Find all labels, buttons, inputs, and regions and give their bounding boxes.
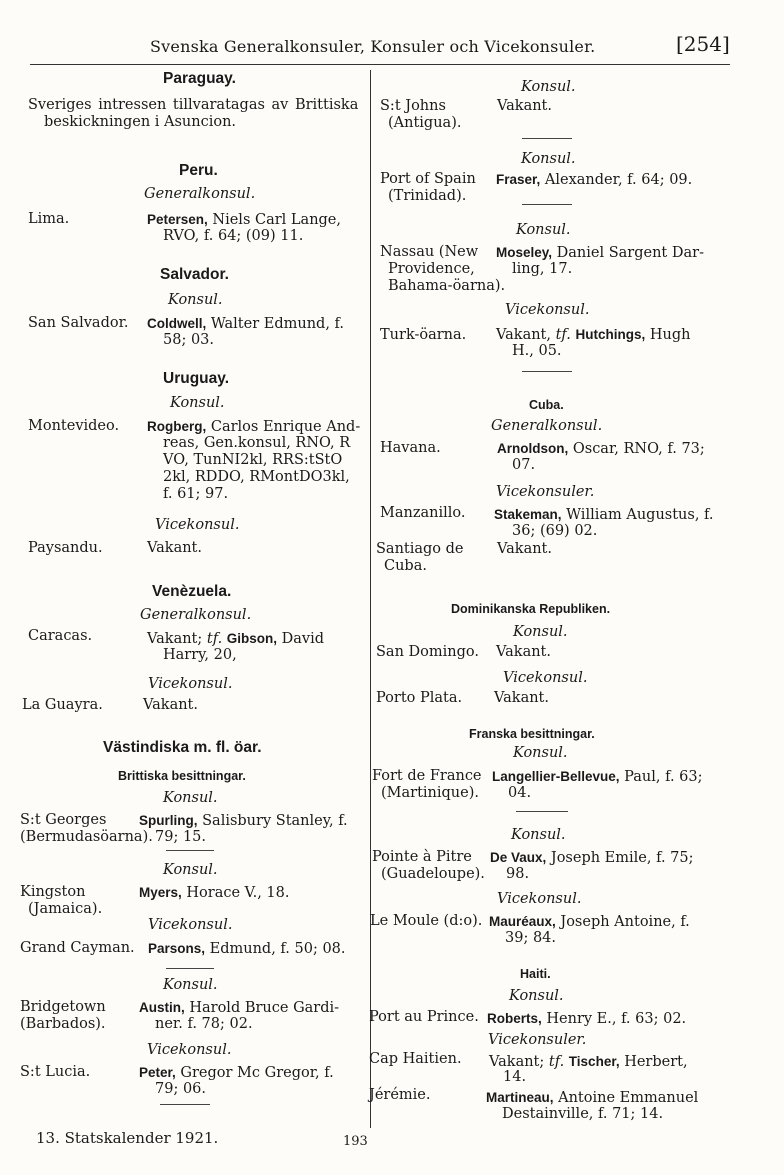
salvador-role: Konsul.: [168, 292, 223, 308]
franska-role2: Konsul.: [511, 827, 566, 843]
r1-role: Konsul.: [521, 79, 576, 95]
salvador-rest2: 58; 03.: [163, 332, 215, 348]
r2-role: Konsul.: [521, 151, 576, 167]
divider: [522, 138, 572, 139]
franska-placeb: (Martinique).: [381, 785, 479, 801]
cuba-name: Arnoldson,: [497, 441, 569, 456]
uruguay-role2: Vicekonsul.: [155, 517, 240, 533]
haiti-rest3a: Antoine Emmanuel: [558, 1090, 699, 1106]
venezuela-rest1: David: [281, 631, 325, 647]
uruguay-value2: Vakant.: [147, 540, 202, 556]
haiti-place3: Jérémie.: [369, 1087, 431, 1103]
haiti-rest3b: Destainville, f. 71; 14.: [502, 1106, 664, 1122]
cuba-place: Havana.: [380, 440, 441, 456]
column-divider: [370, 70, 371, 1128]
r4-place: Turk-öarna.: [380, 327, 467, 343]
vastindiska-place3: Grand Cayman.: [20, 940, 135, 956]
r4-rest1: Hugh: [649, 327, 691, 343]
franska-role: Konsul.: [513, 745, 568, 761]
r2-name: Fraser,: [496, 172, 541, 187]
franska-place2b: (Guadeloupe).: [381, 866, 485, 882]
vastindiska-place5: S:t Lucia.: [20, 1064, 91, 1080]
uruguay-rest4: 2kl, RDDO, RMontDO3kl,: [163, 469, 350, 485]
r4-entry: [496, 326, 690, 344]
salvador-name: Coldwell,: [147, 316, 207, 331]
vastindiska-role4: Konsul.: [163, 977, 218, 993]
vastindiska-rest1a: Salisbury Stanley, f.: [202, 813, 348, 829]
franska-rest1: Paul, f. 63;: [624, 769, 703, 785]
vastindiska-rest5b: 79; 06.: [155, 1081, 207, 1097]
vastindiska-rest4a: Harold Bruce Gardi-: [189, 1000, 340, 1016]
haiti-role: Konsul.: [509, 988, 564, 1004]
cuba-entry2: [494, 506, 714, 524]
divider: [522, 204, 572, 205]
franska-entry: [492, 768, 703, 786]
vastindiska-entry3: [148, 940, 346, 958]
dominikanska-place2: Porto Plata.: [376, 690, 463, 706]
venezuela-name: Gibson,: [226, 631, 278, 646]
r3-entry: [496, 244, 704, 262]
r4-role: Vicekonsul.: [505, 302, 590, 318]
cuba-rest2b: 36; (69) 02.: [512, 523, 598, 539]
page-header-title: Svenska Generalkonsuler, Konsuler och Vicekonsuler.: [150, 37, 596, 56]
dominikanska-role2: Vicekonsul.: [503, 670, 588, 686]
section-heading-venezuela: Venèzuela.: [152, 583, 232, 600]
franska-name3: Mauréaux,: [489, 914, 556, 929]
venezuela-place: Caracas.: [28, 628, 93, 644]
cuba-rest2: 07.: [512, 457, 536, 473]
venezuela-entry: [147, 630, 324, 648]
header-rule: [30, 64, 730, 65]
franska-role3: Vicekonsul.: [497, 891, 582, 907]
page-header-number: [254]: [676, 32, 730, 56]
vastindiska-name5: Peter,: [139, 1065, 176, 1080]
franska-name2: De Vaux,: [490, 850, 547, 865]
section-heading-salvador: Salvador.: [160, 266, 229, 283]
footer-page-number: 193: [343, 1134, 368, 1149]
divider: [166, 968, 214, 969]
vastindiska-name1: Spurling,: [139, 813, 198, 828]
cuba-place3b: Cuba.: [384, 558, 427, 574]
r3-rest2: ling, 17.: [512, 261, 573, 277]
r3-role: Konsul.: [516, 222, 571, 238]
haiti-name: Roberts,: [487, 1011, 542, 1026]
salvador-rest1: Walter Edmund, f.: [210, 316, 345, 332]
cuba-rest2a: William Augustus, f.: [566, 507, 714, 523]
haiti-entry3: [486, 1089, 698, 1107]
section-heading-uruguay: Uruguay.: [163, 370, 230, 387]
franska-rest2a: Joseph Emile, f. 75;: [550, 850, 694, 866]
haiti-role2: Vicekonsuler.: [488, 1032, 587, 1048]
cuba-value3: Vakant.: [497, 541, 552, 557]
cuba-entry: [497, 440, 705, 458]
section-heading-cuba: Cuba.: [529, 398, 564, 412]
vastindiska-entry4: [139, 999, 339, 1017]
salvador-place: San Salvador.: [28, 315, 129, 331]
section-heading-dominikanska: Dominikanska Republiken.: [451, 602, 611, 616]
franska-entry3: [489, 913, 690, 931]
vastindiska-name2: Myers,: [139, 885, 182, 900]
uruguay-rest3: VO, TunNI2kl, RRS:tStO: [163, 452, 343, 468]
vastindiska-rest3a: Edmund, f. 50; 08.: [209, 941, 346, 957]
vastindiska-rest1b: 79; 15.: [155, 829, 207, 845]
cuba-rest1: Oscar, RNO, f. 73;: [572, 441, 705, 457]
peru-rest1: Niels Carl Lange,: [212, 212, 342, 228]
vastindiska-role3: Vicekonsul.: [148, 917, 233, 933]
r1-place: S:t Johns: [380, 98, 446, 114]
vastindiska-role5: Vicekonsul.: [147, 1042, 232, 1058]
section-heading-franska: Franska besittningar.: [469, 727, 595, 741]
r3-placeb: Providence,: [388, 261, 475, 277]
uruguay-role: Konsul.: [170, 395, 225, 411]
r2-entry: [496, 171, 692, 189]
r1-value: Vakant.: [497, 98, 552, 114]
r1-placeb: (Antigua).: [388, 115, 462, 131]
r3-name: Moseley,: [496, 245, 553, 260]
r2-rest: Alexander, f. 64; 09.: [544, 172, 693, 188]
haiti-place2: Cap Haitien.: [369, 1051, 462, 1067]
peru-name: Petersen,: [147, 212, 208, 227]
haiti-name2: Tischer,: [568, 1054, 620, 1069]
venezuela-v1: Vakant;: [147, 631, 203, 647]
divider: [516, 811, 568, 812]
franska-entry2: [490, 849, 694, 867]
haiti-place: Port au Prince.: [369, 1009, 479, 1025]
cuba-place2: Manzanillo.: [380, 505, 466, 521]
uruguay-place2: Paysandu.: [28, 540, 103, 556]
franska-rest2: 04.: [508, 785, 532, 801]
section-heading-vastindiska: Västindiska m. fl. öar.: [103, 739, 262, 756]
paraguay-text-line2: beskickningen i Asuncion.: [44, 114, 237, 130]
cuba-role: Generalkonsul.: [491, 418, 603, 434]
vastindiska-entry1: [139, 812, 348, 830]
dominikanska-place: San Domingo.: [376, 644, 479, 660]
r4-rest2: H., 05.: [512, 343, 562, 359]
peru-role: Generalkonsul.: [144, 186, 256, 202]
franska-rest2b: 98.: [506, 866, 530, 882]
vastindiska-rest5a: Gregor Mc Gregor, f.: [180, 1065, 334, 1081]
haiti-v2: Vakant;: [489, 1054, 545, 1070]
haiti-name3: Martineau,: [486, 1090, 554, 1105]
uruguay-entry: [147, 418, 360, 436]
venezuela-value2: Vakant.: [143, 697, 198, 713]
vastindiska-entry2: [139, 884, 289, 902]
vastindiska-rest2a: Horace V., 18.: [186, 885, 290, 901]
franska-name: Langellier-Bellevue,: [492, 769, 620, 784]
uruguay-place: Montevideo.: [28, 418, 120, 434]
section-heading-haiti: Haiti.: [520, 967, 551, 981]
vastindiska-role1: Konsul.: [163, 790, 218, 806]
uruguay-name: Rogberg,: [147, 419, 207, 434]
dominikanska-role: Konsul.: [513, 624, 568, 640]
salvador-entry: [147, 315, 344, 333]
vastindiska-place1: S:t Georges: [20, 812, 107, 828]
r4-name: Hutchings,: [575, 327, 646, 342]
r4-v: Vakant,: [496, 327, 551, 343]
r2-placeb: (Trinidad).: [388, 188, 467, 204]
cuba-name2: Stakeman,: [494, 507, 562, 522]
dominikanska-value: Vakant.: [496, 644, 551, 660]
paraguay-text-line1: Sveriges intressen tillvaratagas av Brittiska: [28, 97, 359, 113]
divider: [166, 850, 214, 851]
divider: [160, 1104, 210, 1105]
peru-place: Lima.: [28, 211, 70, 227]
dominikanska-value2: Vakant.: [494, 690, 549, 706]
r4-tf: tf.: [555, 327, 571, 343]
r2-place: Port of Spain: [380, 171, 476, 187]
uruguay-rest1: Carlos Enrique And-: [210, 419, 361, 435]
venezuela-place2: La Guayra.: [22, 697, 103, 713]
section-heading-peru: Peru.: [179, 162, 218, 179]
uruguay-rest2: reas, Gen.konsul, RNO, R: [163, 435, 351, 451]
franska-place: Fort de France: [372, 768, 482, 784]
vastindiska-subheading: Brittiska besittningar.: [118, 769, 246, 783]
vastindiska-place1b: (Bermudasöarna).: [20, 829, 153, 845]
peru-rest2: RVO, f. 64; (09) 11.: [163, 228, 304, 244]
venezuela-rest2: Harry, 20,: [163, 647, 237, 663]
vastindiska-entry5: [139, 1064, 334, 1082]
franska-rest3a: Joseph Antoine, f.: [560, 914, 690, 930]
divider: [522, 371, 572, 372]
haiti-rest: Henry E., f. 63; 02.: [546, 1011, 687, 1027]
haiti-rest2a: Herbert,: [624, 1054, 688, 1070]
peru-entry: [147, 211, 341, 229]
section-heading-paraguay: Paraguay.: [163, 70, 236, 87]
vastindiska-place4: Bridgetown: [20, 999, 106, 1015]
venezuela-tf: tf.: [206, 631, 223, 647]
r3-rest1: Daniel Sargent Dar-: [556, 245, 704, 261]
vastindiska-place4b: (Barbados).: [20, 1016, 106, 1032]
uruguay-rest5: f. 61; 97.: [163, 486, 229, 502]
cuba-role2: Vicekonsuler.: [496, 484, 595, 500]
vastindiska-role2: Konsul.: [163, 862, 218, 878]
haiti-entry: [487, 1010, 686, 1028]
vastindiska-place2: Kingston: [20, 884, 86, 900]
vastindiska-name3: Parsons,: [148, 941, 206, 956]
footer-signature: 13. Statskalender 1921.: [36, 1129, 219, 1147]
franska-rest3b: 39; 84.: [505, 930, 557, 946]
cuba-place3: Santiago de: [376, 541, 464, 557]
vastindiska-rest4b: ner. f. 78; 02.: [155, 1016, 253, 1032]
venezuela-role2: Vicekonsul.: [148, 676, 233, 692]
venezuela-role: Generalkonsul.: [140, 607, 252, 623]
vastindiska-place2b: (Jamaica).: [28, 901, 103, 917]
franska-place2: Pointe à Pitre: [372, 849, 472, 865]
r3-placec: Bahama-öarna).: [388, 278, 506, 294]
franska-place3: Le Moule (d:o).: [370, 913, 483, 929]
haiti-rest2b: 14.: [503, 1069, 527, 1085]
vastindiska-name4: Austin,: [139, 1000, 185, 1015]
haiti-tf: tf.: [548, 1054, 565, 1070]
r3-place: Nassau (New: [380, 244, 479, 260]
